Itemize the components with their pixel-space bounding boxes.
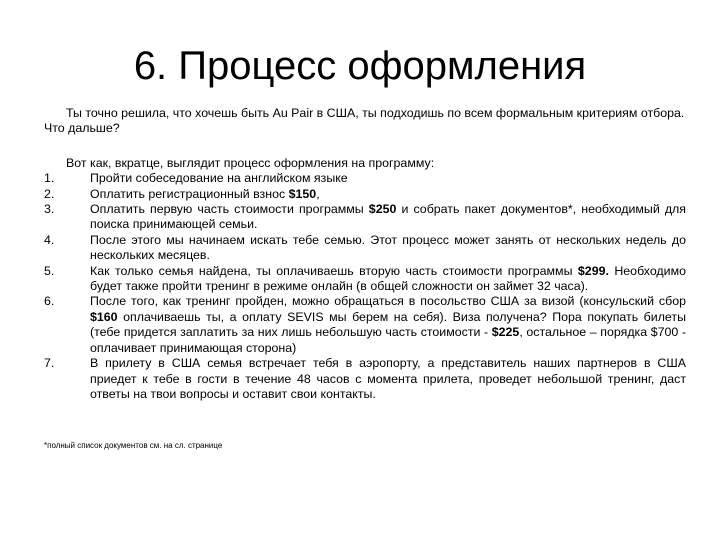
intro-paragraph: Ты точно решила, что хочешь быть Au Pair в США, ты подходишь по всем формальным критериям отбора. Что дальше?: [44, 106, 685, 136]
step-text: Необходимо будет также пройти тренинг в режиме онлайн (в общей сложности он займет 32 часа).: [90, 263, 686, 294]
step-text: ,: [316, 186, 320, 201]
step-item: [44, 356, 686, 402]
step-text: и собрать пакет документов*, необходимый для поиска принимающей семьи.: [90, 202, 686, 232]
step-number: 6.: [44, 294, 55, 309]
step-number: 3.: [44, 202, 55, 217]
price-amount: $299.: [577, 263, 609, 278]
step-text: , остальное – порядка $700 - оплачивает принимающая сторона): [90, 325, 687, 355]
step-text: После того, как тренинг пройден, можно обращаться в посольство США за визой (консульский сбор: [90, 294, 686, 309]
slide-title: 6. Процесс оформления: [133, 44, 587, 88]
step-item: [44, 233, 686, 264]
step-item: [44, 264, 686, 295]
step-text: оплачиваешь ты, а оплату SEVIS мы берем на себя). Виза получена? Пора покупать билеты (тебе придется заплатить за них лишь небольшую часть стоимости -: [90, 309, 686, 340]
step-text: После этого мы начинаем искать тебе семью. Этот процесс может занять от нескольких недель до нескольких месяцев.: [90, 232, 686, 263]
step-item: [44, 171, 686, 186]
price-amount: $225: [491, 325, 520, 340]
step-item: [44, 202, 686, 233]
step-item: [44, 294, 686, 356]
lead-paragraph: Вот как, вкратце, выглядит процесс оформления на программу:: [66, 155, 435, 170]
step-number: 7.: [44, 356, 55, 371]
step-number: 1.: [44, 171, 55, 186]
step-text: Оплатить регистрационный взнос: [90, 186, 289, 201]
step-text: В прилету в США семья встречает тебя в аэропорту, а представитель наших партнеров в США приедет к тебе в гости в течение 48 часов с момента прилета, проведет небольшой тренинг, даст ответы на твои вопросы и оставит свои контакты.: [90, 356, 686, 401]
steps-list: [44, 171, 686, 402]
price-amount: $150: [288, 186, 317, 201]
footnote: *полный список документов см. на сл. странице: [44, 441, 223, 450]
step-number: 2.: [44, 186, 55, 201]
price-amount: $250: [368, 202, 397, 217]
price-amount: $160: [90, 309, 118, 324]
step-number: 4.: [44, 232, 55, 247]
step-text: Оплатить первую часть стоимости программы: [90, 202, 369, 217]
step-item: [44, 187, 686, 202]
step-number: 5.: [44, 263, 55, 278]
step-text: Пройти собеседование на английском языке: [90, 171, 348, 186]
step-text: Как только семья найдена, ты оплачиваешь вторую часть стоимости программы: [90, 263, 578, 278]
slide-body: [44, 106, 686, 402]
